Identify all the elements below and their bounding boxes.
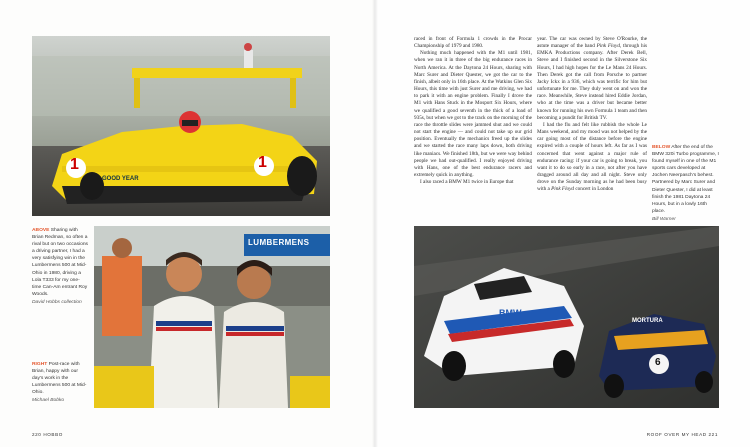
bmw-m1-illustration (414, 226, 719, 408)
col2-paragraph-1-segment: , through his EMKA Productions company. After Derek Bell, Steve and I finished second in the Silverstone Six Hours, I had high hopes for the Le Mans 24 Hours. Then Derek got the call from Porsche to partner Jacky Ickx in a 936, which was terrific for him but unfortunate for me. They duly went on and won the race. Meanwhile, Steve instead hired Eddie Jordan, who at the time was a driver but became better known for running his own Formula 1 team and then becoming a pundit for British TV. (537, 43, 648, 121)
caption-right-credit: Michael Bobko (32, 398, 65, 404)
col1-paragraph-3: I also raced a BMW M1 twice in Europe that (420, 179, 514, 186)
caption-above-lead: ABOVE (32, 228, 50, 233)
caption-above-text: Sharing with Brian Redman, so often a rival but on two occasions a driving partner, I had a very satisfying win in the Lumbermens 500 at Mid-Ohio in 1980, driving a Lola T333 for my one-time Can-Am entrant Roy Woods. (32, 228, 88, 297)
caption-right-lead: RIGHT (32, 362, 48, 367)
sponsor-decal: GOOD YEAR (102, 176, 139, 182)
car-number-right: 1 (258, 154, 267, 171)
photo-yellow-race-car (32, 36, 330, 216)
caption-below-text: After the end of the BMW 320i Turbo programme, I found myself in one of the M1 sports cars developed at Jochen Neerpasch's behest. Partnered by Marc Surer and Dieter Quester, I did at least finish the 1981 Daytona 24 Hours, but in a lowly 16th place. (652, 145, 719, 214)
photo-bmw-m1-racing (414, 226, 719, 408)
col1-paragraph-1: raced in front of Formula 1 crowds in the Procar Championship of 1979 and 1980. (414, 36, 532, 50)
drivers-illustration (94, 226, 330, 408)
col2-paragraph-1 (537, 36, 647, 122)
caption-below (652, 144, 720, 223)
col2-paragraph-2-segment: Pink Floyd (551, 186, 575, 193)
mortura-decal: MORTURA (632, 318, 663, 324)
body-text-column-1 (414, 36, 532, 186)
photo-drivers-post-race (94, 226, 330, 408)
caption-above (32, 227, 88, 306)
col2-paragraph-1-segment: Pink Floyd (596, 43, 620, 50)
yellow-race-car-illustration (32, 36, 330, 216)
banner-text: LUMBERMENS (248, 238, 310, 247)
caption-below-lead: BELOW (652, 145, 671, 150)
col2-paragraph-2 (537, 122, 647, 194)
caption-right-text: Post-race with Brian, happy with our day's work in the Lumbermens 500 at Mid-Ohio. (32, 362, 87, 396)
col2-paragraph-1-segment: year. The car was owned by Steve O'Rourke, the astute manager of the band (537, 36, 647, 50)
car-number-left: 1 (70, 156, 79, 173)
caption-below-credit: Bill Warner (652, 216, 676, 222)
bmw-decal: BMW (499, 308, 522, 318)
folio-left: 220 HOBBO (32, 432, 63, 437)
caption-right (32, 361, 88, 405)
col1-paragraph-2: Nothing much happened with the M1 until 1981, when we ran it in three of the big endurance races in North America. At the Daytona 24 Hours, sharing with Marc Surer and Dieter Quester, we got the car to the finish, albeit only in 16th place. At the Watkins Glen Six Hours, this time with just Surer and me driving, we had to park it with an engine problem. Finally I drove the M1 with Hans Stuck in the Mosport Six Hours, where we qualified a good seventh in the thick of a load of 935s, but when we got to the track on the morning of the race the throttle slides were jammed shut and we could not start the engine — and could not take up our grid position. Eventually the mechanics freed up the slides and we started the race many laps down, both driving like maniacs. We finished 18th, but we were way behind people we had out-qualified. I really enjoyed driving with Hans, one of the best endurance racers and extremely quick in anything. (414, 50, 532, 178)
folio-right: ROOF OVER MY HEAD 221 (646, 432, 718, 437)
caption-above-credit: David Hobbs collection (32, 299, 82, 305)
col2-paragraph-2-segment: I had the flu and felt like rubbish the whole Le Mans weekend, and my mood was not helped by the car going most of the distance before the engine expired with a couple of hours left. As far as I was concerned that went against a major rule of endurance racing: if your car is going to break, you want it to do so early in a race, not after you have dragged around all day and all night. Steve only drove on the Sunday morning as he had been busy with a (537, 121, 647, 193)
page-gutter (372, 0, 378, 447)
col2-paragraph-2-segment: concert in London (574, 186, 614, 193)
car-number-bmw: 6 (655, 357, 661, 368)
body-text-column-2 (537, 36, 647, 193)
